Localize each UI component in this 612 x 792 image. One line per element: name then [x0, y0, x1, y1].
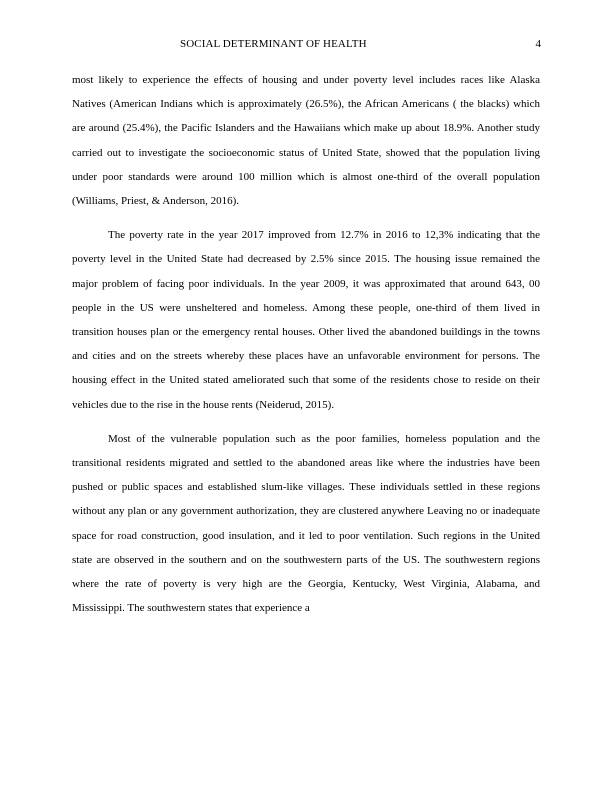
paragraph-continued: most likely to experience the effects of housing and under poverty level includes races like Alaska Natives (American Indians which is approximately (26.5%), the African Americans ( the blacks) which are around (25.4%), the Pacific Islanders and the Hawaiians which make up about 18.9%. Another study carried out to investigate the socioeconomic status of United State, showed that the population living under poor standards were around 100 million which is almost one-third of the overall population (Williams, Priest, & Anderson, 2016).	[72, 74, 540, 208]
page-number: 4	[535, 38, 541, 50]
paragraph-poverty-rate: The poverty rate in the year 2017 improved from 12.7% in 2016 to 12,3% indicating that the poverty level in the United State had decreased by 2.5% since 2015. The housing issue remained the major problem of facing poor individuals. In the year 2009, it was approximated that around 643, 00 people in the US were unsheltered and homeless. Among these people, one-third of them lived in transition houses plan or the emergency rental houses. Other lived the abandoned buildings in the towns and cities and on the streets whereby these places have an unfavorable environment for persons. The housing effect in the United stated ameliorated such that some of the residents chose to reside on their vehicles due to the rise in the house rents (Neiderud, 2015).	[72, 229, 540, 411]
body-text	[72, 68, 540, 630]
paragraph-vulnerable-population: Most of the vulnerable population such as the poor families, homeless population and the transitional residents migrated and settled to the abandoned areas like where the industries have been pushed or public spaces and established slum-like villages. These individuals settled in these regions without any plan or any government authorization, they are clustered anywhere Leaving no or inadequate space for road construction, good insulation, and it led to poor ventilation. Such regions in the United state are observed in the southern and on the southwestern parts of the US. The southwestern regions where the rate of poverty is very high are the Georgia, Kentucky, West Virginia, Alabama, and Mississippi. The southwestern states that experience a	[72, 432, 540, 615]
running-head: SOCIAL DETERMINANT OF HEALTH	[180, 38, 367, 50]
